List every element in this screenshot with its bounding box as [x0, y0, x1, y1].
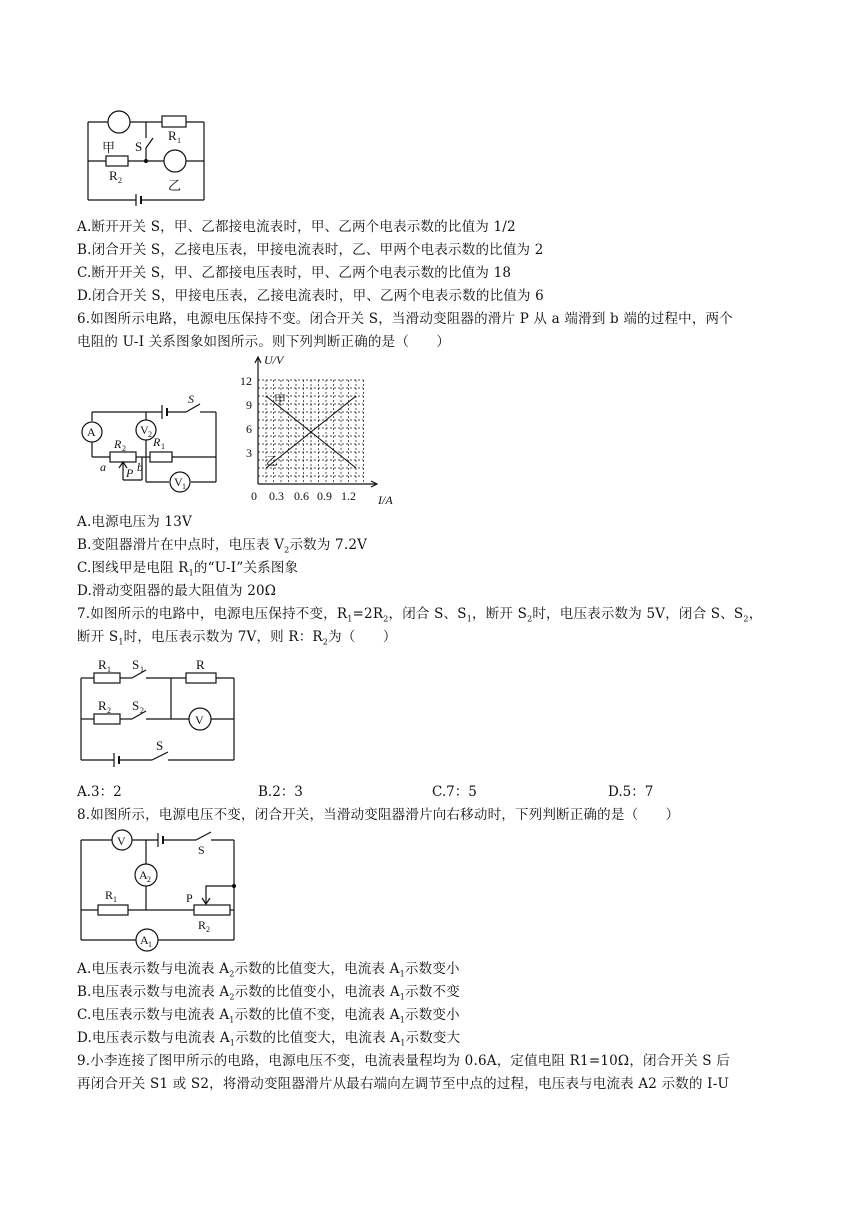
q7-r2-sub: 2: [107, 706, 111, 715]
q7-option-d: D.5：7: [608, 784, 654, 800]
q8-circuit-figure: [76, 826, 246, 954]
q6-r1-sub: 1: [161, 442, 165, 451]
q7-s1-label: S: [132, 657, 140, 672]
q6-p-label: P: [126, 466, 134, 480]
q8-voltmeter-label: V: [117, 834, 126, 848]
q6-graph-ylabel: U/V: [264, 353, 284, 367]
q6-end-a-label: a: [100, 460, 106, 474]
q8-r2-label: R: [198, 918, 207, 932]
q6-end-b-label: b: [137, 460, 143, 474]
q5-option-b: B.闭合开关 S，乙接电压表，甲接电流表时，乙、甲两个电表示数的比值为 2: [77, 242, 544, 258]
q5-yi-label: 乙: [168, 178, 182, 193]
q6-option-d: D.滑动变阻器的最大阻值为 20Ω: [77, 583, 277, 599]
q6-v2-sub: 2: [148, 430, 152, 439]
q7-s1-sub: 1: [140, 665, 144, 674]
q6-xtick-0: 0: [251, 489, 257, 503]
q6-ytick-6: 6: [246, 422, 252, 436]
q6-stem-line2: 电阻的 U-I 关系图象如图所示。则下列判断正确的是（ ）: [77, 334, 451, 350]
q6-xtick-0.3: 0.3: [269, 489, 284, 503]
q5-r1-sub: 1: [177, 136, 181, 145]
q6-ytick-12: 12: [240, 374, 252, 388]
q8-p-label: P: [186, 891, 193, 905]
q7-s2-sub: 2: [140, 706, 144, 715]
q8-a1-sub: 1: [148, 940, 152, 949]
q8-a2-label: A: [139, 868, 148, 882]
q6-ytick-3: 3: [246, 446, 252, 460]
q6-v1-label: V: [174, 475, 183, 489]
q6-graph-xlabel: I/A: [378, 493, 393, 507]
q8-r2-sub: 2: [206, 925, 210, 934]
q6-r1-label: R: [153, 435, 161, 449]
q6-r2-sub: 2: [122, 444, 126, 453]
q7-option-c: C.7：5: [432, 784, 477, 800]
q5-r1-label: R: [168, 128, 177, 143]
q7-r1-label: R: [98, 657, 107, 672]
q7-r-label: R: [196, 657, 205, 672]
q8-a1-label: A: [140, 933, 149, 947]
q6-v1-sub: 1: [182, 482, 186, 491]
q6-v2-label: V: [140, 423, 149, 437]
q5-r2-label: R: [109, 168, 118, 183]
q5-circuit-figure: [80, 100, 220, 212]
q7-circuit-figure: [76, 656, 246, 774]
q7-option-b: B.2：3: [258, 784, 303, 800]
q5-option-a: A.断开开关 S，甲、乙都接电流表时，甲、乙两个电表示数的比值为 1/2: [77, 219, 516, 235]
q6-line-yi-label: 乙: [266, 454, 279, 468]
q8-r1-sub: 1: [113, 895, 117, 904]
q6-ammeter-a-label: A: [87, 425, 96, 439]
q9-stem-line1: 9.小李连接了图甲所示的电路，电源电压不变，电流表量程均为 0.6A，定值电阻 R1=10Ω，闭合开关 S 后: [77, 1053, 730, 1069]
q5-r2-sub: 2: [118, 176, 122, 185]
q6-stem-line1: 6.如图所示电路，电源电压保持不变。闭合开关 S，当滑动变阻器的滑片 P 从 a 端滑到 b 端的过程中，两个: [77, 311, 733, 327]
q6-ytick-9: 9: [246, 398, 252, 412]
q6-xtick-0.6: 0.6: [294, 489, 309, 503]
q6-ui-graph: [240, 352, 410, 510]
q5-s-label: S: [135, 139, 143, 154]
q7-option-a: A.3：2: [77, 784, 122, 800]
q9-stem-line2: 再闭合开关 S1 或 S2，将滑动变阻器滑片从最右端向左调节至中点的过程，电压表与电流表 A2 示数的 I-U: [77, 1076, 730, 1092]
q8-option-a: A.电压表示数与电流表 $A_2$示数的比值变大，电流表 $A_1$示数变小: [77, 961, 460, 979]
q8-s-label: S: [198, 843, 205, 857]
q6-line-jia-label: 甲: [274, 393, 287, 407]
q5-option-d: D.闭合开关 S，甲接电压表，乙接电流表时，甲、乙两个电表示数的比值为 6: [77, 288, 544, 304]
q7-r2-label: R: [98, 698, 107, 713]
q6-option-c: C.图线甲是电阻 $R_1$的“U-I”关系图象: [77, 560, 299, 578]
q6-circuit-figure: [80, 390, 230, 498]
q6-r2-label: R: [114, 437, 122, 451]
q7-stem-line2: 断开 $S_1$时，电压表示数为 7V，则 R：$R_2$为（ ）: [77, 629, 397, 647]
q6-xtick-1.2: 1.2: [341, 489, 356, 503]
q7-r1-sub: 1: [107, 665, 111, 674]
q8-a2-sub: 2: [147, 875, 151, 884]
q5-option-c: C.断开开关 S，甲、乙都接电压表时，甲、乙两个电表示数的比值为 18: [77, 265, 512, 281]
q7-stem-line1: 7.如图所示的电路中，电源电压保持不变，$R_1=2R_2$，闭合 S、$S_1$，断开 $S_2$时，电压表示数为 5V，闭合 S、$S_2$，: [77, 606, 763, 624]
q8-option-d: D.电压表示数与电流表 $A_1$示数的比值变大，电流表 $A_1$示数变大: [77, 1030, 461, 1048]
q6-option-b: B.变阻器滑片在中点时，电压表 $V_2$示数为 7.2V: [77, 537, 368, 555]
q6-option-a: A.电源电压为 13V: [77, 514, 192, 530]
q8-option-c: C.电压表示数与电流表 $A_1$示数的比值不变，电流表 $A_1$示数变小: [77, 1007, 460, 1025]
q8-stem-line1: 8.如图所示，电源电压不变，闭合开关，当滑动变阻器滑片向右移动时，下列判断正确的是（ ）: [77, 807, 680, 823]
q6-xtick-0.9: 0.9: [317, 489, 332, 503]
q5-jia-label: 甲: [102, 140, 116, 155]
q8-option-b: B.电压表示数与电流表 $A_2$示数的比值变小，电流表 $A_1$示数不变: [77, 984, 460, 1002]
q8-r1-label: R: [105, 888, 114, 902]
q7-s2-label: S: [132, 698, 140, 713]
q6-s-label: S: [188, 392, 194, 406]
q7-voltmeter-label: V: [195, 713, 204, 727]
q7-s-label: S: [156, 738, 164, 753]
